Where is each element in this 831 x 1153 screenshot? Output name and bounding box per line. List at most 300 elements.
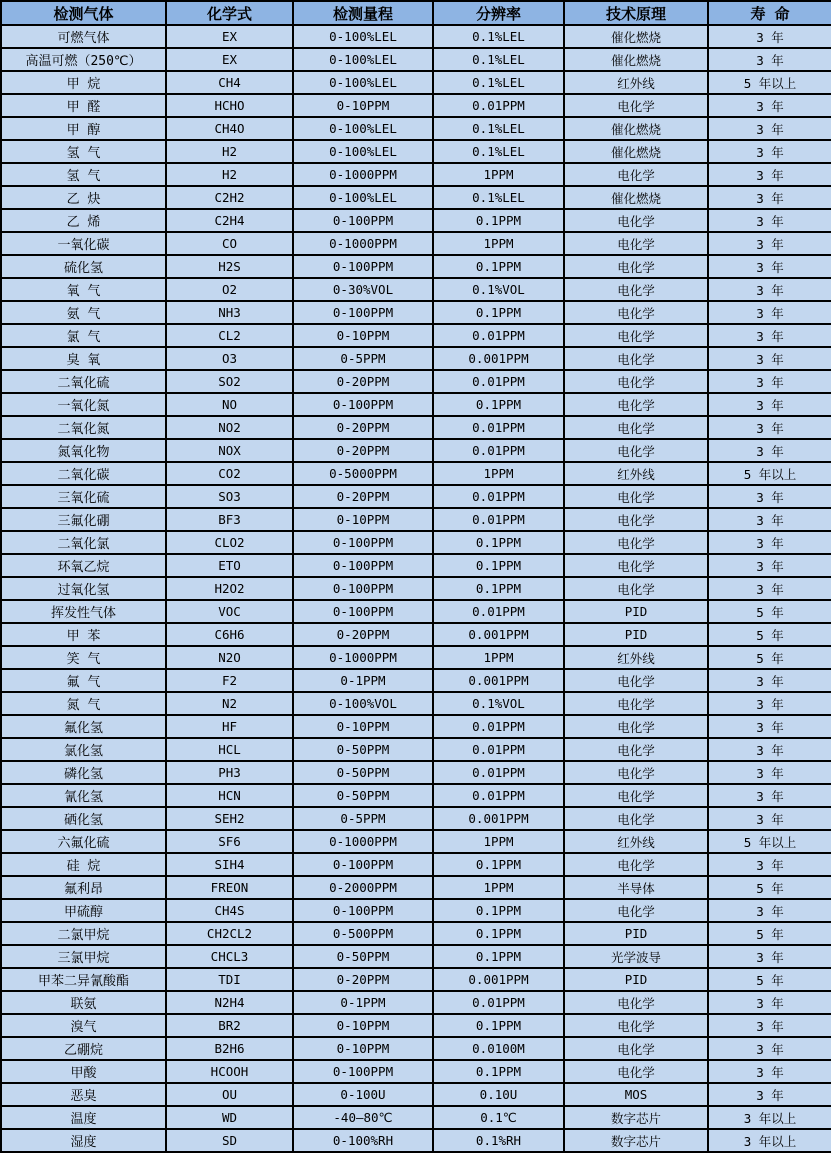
formula-cell: CH4O — [166, 117, 293, 140]
lifespan-cell: 3 年 — [708, 531, 831, 554]
principle-cell: 电化学 — [564, 255, 708, 278]
range-cell: 0-100%RH — [293, 1129, 433, 1152]
lifespan-cell: 5 年以上 — [708, 830, 831, 853]
table-row — [1, 1106, 831, 1129]
table-row — [1, 209, 831, 232]
lifespan-cell: 3 年 — [708, 899, 831, 922]
principle-cell: 电化学 — [564, 692, 708, 715]
table-row — [1, 117, 831, 140]
lifespan-cell: 3 年 — [708, 117, 831, 140]
range-cell: 0-100PPM — [293, 853, 433, 876]
table-row — [1, 945, 831, 968]
lifespan-cell: 3 年 — [708, 1083, 831, 1106]
range-cell: 0-100%LEL — [293, 25, 433, 48]
gas-name-cell: 二氧化碳 — [1, 462, 166, 485]
gas-name-cell: 笑 气 — [1, 646, 166, 669]
gas-name-cell: 氧 气 — [1, 278, 166, 301]
lifespan-cell: 3 年 — [708, 485, 831, 508]
range-cell: 0-5PPM — [293, 347, 433, 370]
principle-cell: 电化学 — [564, 232, 708, 255]
gas-name-cell: 甲硫醇 — [1, 899, 166, 922]
table-row — [1, 232, 831, 255]
range-cell: -40—80℃ — [293, 1106, 433, 1129]
principle-cell: 催化燃烧 — [564, 117, 708, 140]
lifespan-cell: 3 年 — [708, 416, 831, 439]
resolution-cell: 0.10U — [433, 1083, 564, 1106]
gas-name-cell: 一氧化氮 — [1, 393, 166, 416]
principle-cell: 电化学 — [564, 163, 708, 186]
range-cell: 0-10PPM — [293, 715, 433, 738]
col-header-gas: 检测气体 — [1, 1, 166, 25]
table-row — [1, 577, 831, 600]
gas-name-cell: 三氟化硼 — [1, 508, 166, 531]
range-cell: 0-100PPM — [293, 531, 433, 554]
range-cell: 0-50PPM — [293, 761, 433, 784]
resolution-cell: 0.1%VOL — [433, 692, 564, 715]
resolution-cell: 0.1%VOL — [433, 278, 564, 301]
table-row — [1, 462, 831, 485]
formula-cell: VOC — [166, 600, 293, 623]
formula-cell: O2 — [166, 278, 293, 301]
table-row — [1, 761, 831, 784]
range-cell: 0-500PPM — [293, 922, 433, 945]
lifespan-cell: 3 年 — [708, 738, 831, 761]
table-row — [1, 393, 831, 416]
gas-name-cell: 臭 氧 — [1, 347, 166, 370]
lifespan-cell: 3 年 — [708, 669, 831, 692]
formula-cell: H2O2 — [166, 577, 293, 600]
resolution-cell: 0.01PPM — [433, 416, 564, 439]
resolution-cell: 0.0100M — [433, 1037, 564, 1060]
gas-name-cell: 恶臭 — [1, 1083, 166, 1106]
gas-name-cell: 溴气 — [1, 1014, 166, 1037]
resolution-cell: 0.1%LEL — [433, 140, 564, 163]
formula-cell: NO — [166, 393, 293, 416]
range-cell: 0-100PPM — [293, 255, 433, 278]
range-cell: 0-50PPM — [293, 784, 433, 807]
table-row — [1, 646, 831, 669]
principle-cell: 电化学 — [564, 738, 708, 761]
lifespan-cell: 3 年 — [708, 554, 831, 577]
resolution-cell: 0.1%LEL — [433, 25, 564, 48]
gas-name-cell: 乙 烯 — [1, 209, 166, 232]
resolution-cell: 1PPM — [433, 830, 564, 853]
lifespan-cell: 3 年 — [708, 715, 831, 738]
formula-cell: WD — [166, 1106, 293, 1129]
resolution-cell: 0.01PPM — [433, 324, 564, 347]
range-cell: 0-20PPM — [293, 370, 433, 393]
resolution-cell: 1PPM — [433, 462, 564, 485]
lifespan-cell: 5 年 — [708, 646, 831, 669]
lifespan-cell: 5 年 — [708, 623, 831, 646]
gas-name-cell: 甲 烷 — [1, 71, 166, 94]
gas-name-cell: 环氧乙烷 — [1, 554, 166, 577]
formula-cell: B2H6 — [166, 1037, 293, 1060]
resolution-cell: 0.1PPM — [433, 301, 564, 324]
col-header-formula: 化学式 — [166, 1, 293, 25]
gas-name-cell: 磷化氢 — [1, 761, 166, 784]
principle-cell: 红外线 — [564, 830, 708, 853]
lifespan-cell: 3 年 — [708, 807, 831, 830]
resolution-cell: 0.01PPM — [433, 439, 564, 462]
gas-name-cell: 联氨 — [1, 991, 166, 1014]
resolution-cell: 0.1PPM — [433, 853, 564, 876]
range-cell: 0-100PPM — [293, 899, 433, 922]
table-row — [1, 554, 831, 577]
principle-cell: 电化学 — [564, 94, 708, 117]
range-cell: 0-20PPM — [293, 416, 433, 439]
table-row — [1, 1014, 831, 1037]
gas-name-cell: 挥发性气体 — [1, 600, 166, 623]
principle-cell: 电化学 — [564, 347, 708, 370]
range-cell: 0-10PPM — [293, 324, 433, 347]
resolution-cell: 0.01PPM — [433, 991, 564, 1014]
range-cell: 0-100%VOL — [293, 692, 433, 715]
lifespan-cell: 3 年 — [708, 1060, 831, 1083]
resolution-cell: 0.1PPM — [433, 255, 564, 278]
formula-cell: CH4S — [166, 899, 293, 922]
formula-cell: OU — [166, 1083, 293, 1106]
lifespan-cell: 3 年 — [708, 25, 831, 48]
table-row — [1, 163, 831, 186]
principle-cell: 电化学 — [564, 301, 708, 324]
resolution-cell: 0.001PPM — [433, 347, 564, 370]
gas-name-cell: 甲酸 — [1, 1060, 166, 1083]
principle-cell: PID — [564, 968, 708, 991]
gas-name-cell: 氟 气 — [1, 669, 166, 692]
resolution-cell: 0.01PPM — [433, 94, 564, 117]
resolution-cell: 0.1PPM — [433, 531, 564, 554]
principle-cell: 红外线 — [564, 71, 708, 94]
gas-name-cell: 二氧化氮 — [1, 416, 166, 439]
range-cell: 0-100PPM — [293, 393, 433, 416]
table-row — [1, 255, 831, 278]
range-cell: 0-20PPM — [293, 968, 433, 991]
range-cell: 0-5PPM — [293, 807, 433, 830]
range-cell: 0-100PPM — [293, 1060, 433, 1083]
principle-cell: 电化学 — [564, 577, 708, 600]
gas-name-cell: 高温可燃（250℃） — [1, 48, 166, 71]
range-cell: 0-10PPM — [293, 94, 433, 117]
gas-name-cell: 硒化氢 — [1, 807, 166, 830]
gas-name-cell: 乙硼烷 — [1, 1037, 166, 1060]
formula-cell: PH3 — [166, 761, 293, 784]
table-row — [1, 991, 831, 1014]
principle-cell: 数字芯片 — [564, 1129, 708, 1152]
gas-name-cell: 氟利昂 — [1, 876, 166, 899]
principle-cell: PID — [564, 600, 708, 623]
lifespan-cell: 3 年 — [708, 393, 831, 416]
resolution-cell: 0.01PPM — [433, 784, 564, 807]
principle-cell: 电化学 — [564, 554, 708, 577]
principle-cell: 电化学 — [564, 715, 708, 738]
formula-cell: H2 — [166, 163, 293, 186]
principle-cell: 电化学 — [564, 439, 708, 462]
table-row — [1, 508, 831, 531]
gas-name-cell: 氨 气 — [1, 301, 166, 324]
principle-cell: 电化学 — [564, 807, 708, 830]
range-cell: 0-10PPM — [293, 1037, 433, 1060]
lifespan-cell: 3 年 — [708, 186, 831, 209]
table-row — [1, 48, 831, 71]
lifespan-cell: 3 年 — [708, 853, 831, 876]
lifespan-cell: 3 年以上 — [708, 1106, 831, 1129]
table-row — [1, 531, 831, 554]
principle-cell: PID — [564, 922, 708, 945]
lifespan-cell: 5 年以上 — [708, 462, 831, 485]
formula-cell: F2 — [166, 669, 293, 692]
table-row — [1, 186, 831, 209]
lifespan-cell: 5 年 — [708, 600, 831, 623]
range-cell: 0-20PPM — [293, 623, 433, 646]
lifespan-cell: 3 年 — [708, 232, 831, 255]
range-cell: 0-50PPM — [293, 945, 433, 968]
formula-cell: C6H6 — [166, 623, 293, 646]
gas-name-cell: 二氧化氯 — [1, 531, 166, 554]
range-cell: 0-1000PPM — [293, 830, 433, 853]
principle-cell: 电化学 — [564, 278, 708, 301]
range-cell: 0-20PPM — [293, 485, 433, 508]
resolution-cell: 0.1%RH — [433, 1129, 564, 1152]
table-row — [1, 623, 831, 646]
range-cell: 0-1000PPM — [293, 232, 433, 255]
principle-cell: 电化学 — [564, 991, 708, 1014]
range-cell: 0-20PPM — [293, 439, 433, 462]
table-row — [1, 1060, 831, 1083]
gas-name-cell: 可燃气体 — [1, 25, 166, 48]
resolution-cell: 0.1PPM — [433, 209, 564, 232]
principle-cell: 催化燃烧 — [564, 186, 708, 209]
gas-name-cell: 氮氧化物 — [1, 439, 166, 462]
resolution-cell: 1PPM — [433, 163, 564, 186]
table-row — [1, 94, 831, 117]
principle-cell: 电化学 — [564, 370, 708, 393]
range-cell: 0-10PPM — [293, 508, 433, 531]
gas-name-cell: 三氧化硫 — [1, 485, 166, 508]
resolution-cell: 0.001PPM — [433, 669, 564, 692]
lifespan-cell: 3 年 — [708, 1037, 831, 1060]
formula-cell: SD — [166, 1129, 293, 1152]
resolution-cell: 0.1%LEL — [433, 71, 564, 94]
formula-cell: CL2 — [166, 324, 293, 347]
formula-cell: NO2 — [166, 416, 293, 439]
formula-cell: EX — [166, 48, 293, 71]
principle-cell: 电化学 — [564, 784, 708, 807]
gas-name-cell: 三氯甲烷 — [1, 945, 166, 968]
formula-cell: HF — [166, 715, 293, 738]
resolution-cell: 0.1PPM — [433, 554, 564, 577]
principle-cell: 光学波导 — [564, 945, 708, 968]
resolution-cell: 0.001PPM — [433, 807, 564, 830]
lifespan-cell: 3 年 — [708, 48, 831, 71]
lifespan-cell: 5 年 — [708, 876, 831, 899]
formula-cell: O3 — [166, 347, 293, 370]
principle-cell: 催化燃烧 — [564, 25, 708, 48]
table-row — [1, 715, 831, 738]
table-row — [1, 600, 831, 623]
table-row — [1, 278, 831, 301]
gas-name-cell: 二氯甲烷 — [1, 922, 166, 945]
table-row — [1, 1037, 831, 1060]
col-header-resolution: 分辨率 — [433, 1, 564, 25]
table-row — [1, 738, 831, 761]
gas-name-cell: 氯化氢 — [1, 738, 166, 761]
lifespan-cell: 3 年以上 — [708, 1129, 831, 1152]
range-cell: 0-10PPM — [293, 1014, 433, 1037]
resolution-cell: 0.01PPM — [433, 761, 564, 784]
resolution-cell: 0.01PPM — [433, 600, 564, 623]
gas-name-cell: 甲 醛 — [1, 94, 166, 117]
gas-name-cell: 甲 醇 — [1, 117, 166, 140]
lifespan-cell: 3 年 — [708, 1014, 831, 1037]
gas-name-cell: 湿度 — [1, 1129, 166, 1152]
range-cell: 0-1000PPM — [293, 646, 433, 669]
table-row — [1, 830, 831, 853]
principle-cell: 电化学 — [564, 1037, 708, 1060]
formula-cell: BF3 — [166, 508, 293, 531]
range-cell: 0-100%LEL — [293, 71, 433, 94]
resolution-cell: 1PPM — [433, 646, 564, 669]
formula-cell: HCN — [166, 784, 293, 807]
principle-cell: 电化学 — [564, 1014, 708, 1037]
gas-name-cell: 甲苯二异氰酸酯 — [1, 968, 166, 991]
formula-cell: SIH4 — [166, 853, 293, 876]
formula-cell: NOX — [166, 439, 293, 462]
gas-name-cell: 氢 气 — [1, 140, 166, 163]
principle-cell: 数字芯片 — [564, 1106, 708, 1129]
resolution-cell: 0.1PPM — [433, 922, 564, 945]
lifespan-cell: 3 年 — [708, 94, 831, 117]
lifespan-cell: 3 年 — [708, 209, 831, 232]
header-row — [1, 1, 831, 25]
lifespan-cell: 3 年 — [708, 439, 831, 462]
lifespan-cell: 3 年 — [708, 577, 831, 600]
resolution-cell: 0.1PPM — [433, 577, 564, 600]
lifespan-cell: 5 年 — [708, 922, 831, 945]
formula-cell: N2 — [166, 692, 293, 715]
resolution-cell: 0.001PPM — [433, 623, 564, 646]
lifespan-cell: 3 年 — [708, 140, 831, 163]
col-header-range: 检测量程 — [293, 1, 433, 25]
resolution-cell: 0.01PPM — [433, 508, 564, 531]
gas-name-cell: 氯 气 — [1, 324, 166, 347]
lifespan-cell: 3 年 — [708, 370, 831, 393]
table-row — [1, 807, 831, 830]
lifespan-cell: 3 年 — [708, 508, 831, 531]
gas-name-cell: 氢 气 — [1, 163, 166, 186]
principle-cell: 电化学 — [564, 209, 708, 232]
resolution-cell: 0.001PPM — [433, 968, 564, 991]
range-cell: 0-100PPM — [293, 554, 433, 577]
principle-cell: 催化燃烧 — [564, 140, 708, 163]
range-cell: 0-100%LEL — [293, 48, 433, 71]
lifespan-cell: 5 年以上 — [708, 71, 831, 94]
table-row — [1, 25, 831, 48]
principle-cell: 催化燃烧 — [564, 48, 708, 71]
resolution-cell: 0.1PPM — [433, 899, 564, 922]
formula-cell: HCHO — [166, 94, 293, 117]
lifespan-cell: 3 年 — [708, 278, 831, 301]
formula-cell: CH2CL2 — [166, 922, 293, 945]
principle-cell: 半导体 — [564, 876, 708, 899]
range-cell: 0-100PPM — [293, 577, 433, 600]
resolution-cell: 0.01PPM — [433, 370, 564, 393]
formula-cell: CO — [166, 232, 293, 255]
formula-cell: C2H4 — [166, 209, 293, 232]
range-cell: 0-100%LEL — [293, 117, 433, 140]
principle-cell: 电化学 — [564, 531, 708, 554]
table-row — [1, 370, 831, 393]
principle-cell: 红外线 — [564, 646, 708, 669]
table-row — [1, 416, 831, 439]
gas-name-cell: 六氟化硫 — [1, 830, 166, 853]
table-row — [1, 485, 831, 508]
range-cell: 0-100%LEL — [293, 140, 433, 163]
table-row — [1, 784, 831, 807]
table-body — [1, 25, 831, 1152]
principle-cell: 电化学 — [564, 508, 708, 531]
gas-name-cell: 温度 — [1, 1106, 166, 1129]
resolution-cell: 1PPM — [433, 232, 564, 255]
lifespan-cell: 3 年 — [708, 163, 831, 186]
table-row — [1, 71, 831, 94]
formula-cell: N2H4 — [166, 991, 293, 1014]
lifespan-cell: 3 年 — [708, 255, 831, 278]
table-header — [1, 1, 831, 25]
table-row — [1, 922, 831, 945]
lifespan-cell: 3 年 — [708, 945, 831, 968]
resolution-cell: 0.1℃ — [433, 1106, 564, 1129]
range-cell: 0-50PPM — [293, 738, 433, 761]
principle-cell: 电化学 — [564, 899, 708, 922]
table-row — [1, 968, 831, 991]
formula-cell: SO2 — [166, 370, 293, 393]
lifespan-cell: 3 年 — [708, 301, 831, 324]
formula-cell: SO3 — [166, 485, 293, 508]
principle-cell: 电化学 — [564, 393, 708, 416]
range-cell: 0-5000PPM — [293, 462, 433, 485]
principle-cell: 电化学 — [564, 853, 708, 876]
table-row — [1, 301, 831, 324]
lifespan-cell: 3 年 — [708, 347, 831, 370]
formula-cell: HCL — [166, 738, 293, 761]
range-cell: 0-100PPM — [293, 600, 433, 623]
principle-cell: PID — [564, 623, 708, 646]
range-cell: 0-100U — [293, 1083, 433, 1106]
range-cell: 0-1PPM — [293, 991, 433, 1014]
lifespan-cell: 3 年 — [708, 692, 831, 715]
table-row — [1, 347, 831, 370]
principle-cell: 电化学 — [564, 416, 708, 439]
formula-cell: H2S — [166, 255, 293, 278]
resolution-cell: 0.1PPM — [433, 393, 564, 416]
range-cell: 0-100PPM — [293, 209, 433, 232]
principle-cell: 电化学 — [564, 1060, 708, 1083]
resolution-cell: 0.1%LEL — [433, 186, 564, 209]
gas-name-cell: 乙 炔 — [1, 186, 166, 209]
gas-name-cell: 氮 气 — [1, 692, 166, 715]
range-cell: 0-30%VOL — [293, 278, 433, 301]
gas-name-cell: 氰化氢 — [1, 784, 166, 807]
table-row — [1, 1083, 831, 1106]
formula-cell: ETO — [166, 554, 293, 577]
gas-name-cell: 二氧化硫 — [1, 370, 166, 393]
resolution-cell: 0.1PPM — [433, 945, 564, 968]
gas-name-cell: 过氧化氢 — [1, 577, 166, 600]
resolution-cell: 0.01PPM — [433, 485, 564, 508]
lifespan-cell: 3 年 — [708, 784, 831, 807]
principle-cell: MOS — [564, 1083, 708, 1106]
